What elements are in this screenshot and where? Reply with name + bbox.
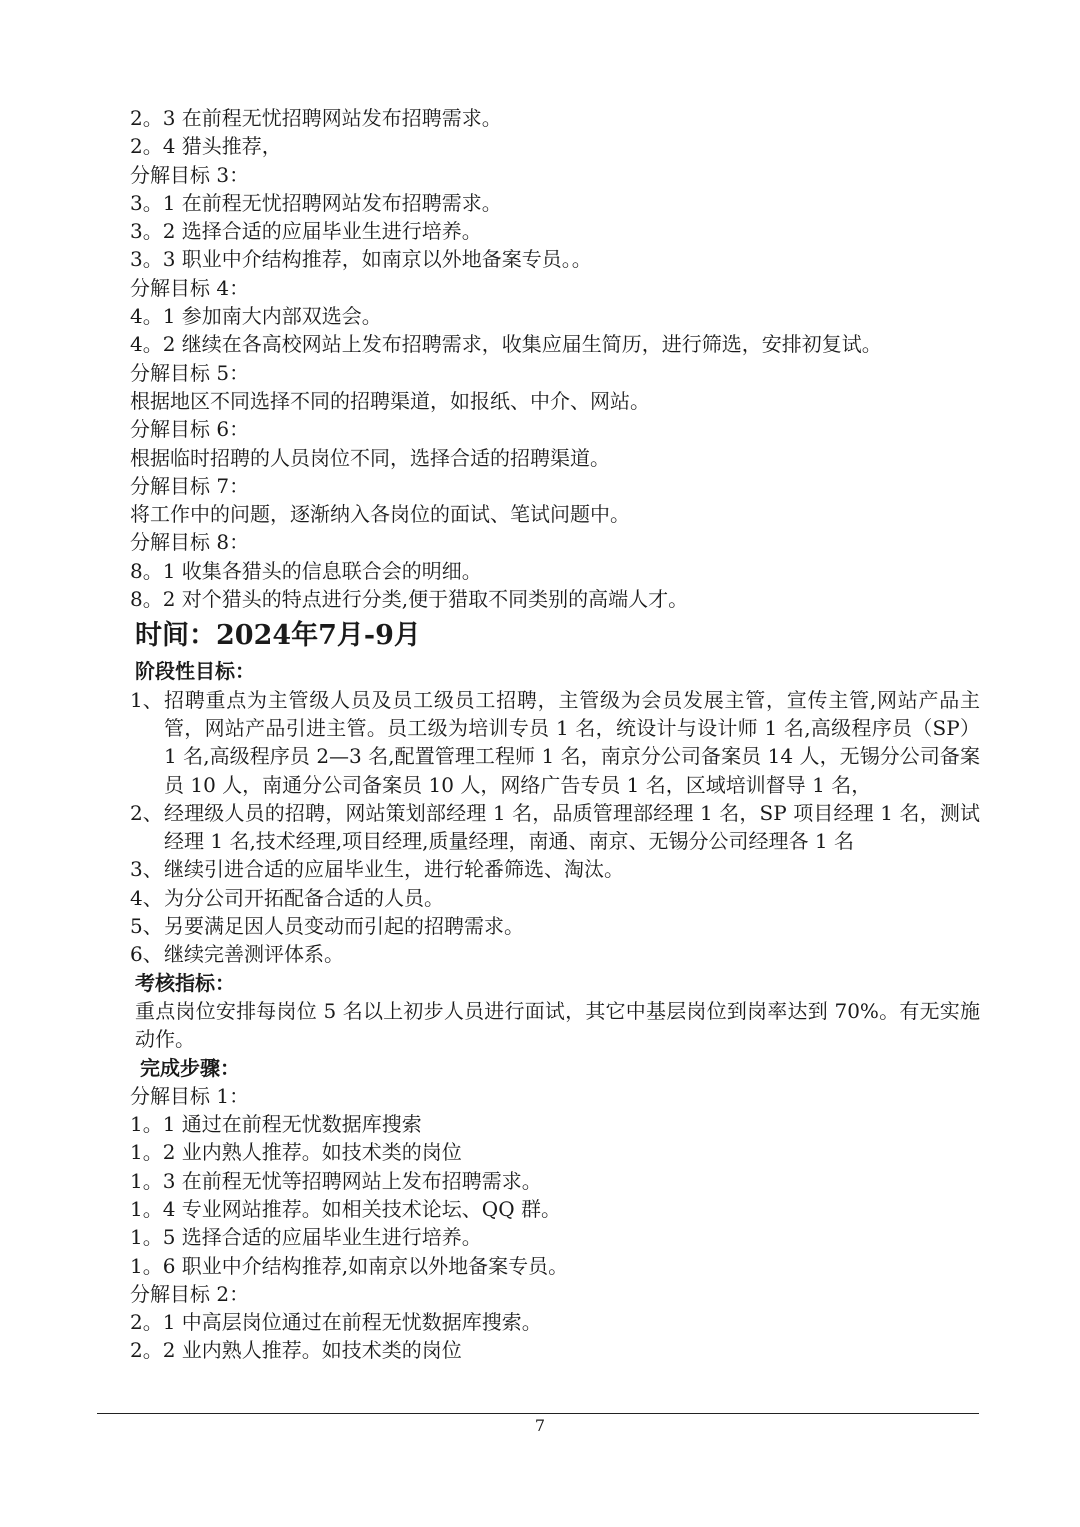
- section-title: 时间：2024年7月-9月: [135, 620, 421, 652]
- text-line: 分解目标 3：: [130, 162, 250, 187]
- text-line: 1。2 业内熟人推荐。如技术类的岗位: [130, 1140, 462, 1165]
- goal-item: [130, 884, 980, 912]
- goal-text: 为分公司开拓配备合适的人员。: [164, 885, 444, 910]
- goal-number: 5、: [130, 914, 163, 939]
- goal-number: 3、: [130, 857, 163, 882]
- goal-number: 1、: [130, 687, 163, 712]
- text-line: 1。1 通过在前程无忧数据库搜索: [130, 1112, 422, 1137]
- text-line: 3。1 在前程无忧招聘网站发布招聘需求。: [130, 190, 502, 215]
- text-line: 2。3 在前程无忧招聘网站发布招聘需求。: [130, 106, 502, 130]
- goal-text: 继续引进合适的应届毕业生，进行轮番筛选、淘汰。: [164, 857, 624, 882]
- text-line: 分解目标 1：: [130, 1083, 250, 1108]
- goal-item: [130, 686, 980, 799]
- goal-number: 2、: [130, 800, 163, 825]
- text-line: 3。3 职业中介结构推荐，如南京以外地备案专员。。: [130, 247, 592, 272]
- text-line: 2。4 猎头推荐，: [130, 134, 282, 159]
- page-number: 7: [534, 1416, 546, 1435]
- goal-text: 经理级人员的招聘，网站策划部经理 1 名，品质管理部经理 1 名，SP 项目经理 1 名，测试经理 1 名,技术经理,项目经理,质量经理，南通、南京、无锡分公司经理各 1 名: [164, 800, 980, 854]
- text-line: 4。2 继续在各高校网站上发布招聘需求，收集应届生简历，进行筛选，安排初复试。: [130, 332, 882, 357]
- text-line: 分解目标 7：: [130, 473, 250, 498]
- text-line: 1。5 选择合适的应届毕业生进行培养。: [130, 1225, 482, 1250]
- text-line: 8。2 对个猎头的特点进行分类,便于猎取不同类别的高端人才。: [130, 587, 689, 612]
- text-line: 分解目标 8：: [130, 530, 250, 555]
- text-line: 将工作中的问题，逐渐纳入各岗位的面试、笔试问题中。: [130, 502, 630, 527]
- footer-divider: [97, 1413, 979, 1414]
- goals-list: [130, 686, 980, 969]
- text-line: 分解目标 6：: [130, 417, 250, 442]
- goal-item: [130, 940, 980, 968]
- goal-text: 另要满足因人员变动而引起的招聘需求。: [164, 914, 524, 939]
- goal-item: [130, 855, 980, 883]
- goal-item: [130, 799, 980, 856]
- text-line: 分解目标 4：: [130, 275, 250, 300]
- text-line: 1。4 专业网站推荐。如相关技术论坛、QQ 群。: [130, 1196, 561, 1221]
- steps-label: 完成步骤：: [140, 1055, 240, 1080]
- text-line: 1。3 在前程无忧等招聘网站上发布招聘需求。: [130, 1168, 542, 1193]
- kpi-label: 考核指标：: [135, 970, 235, 995]
- page-content: [130, 104, 980, 1365]
- goal-item: [130, 912, 980, 940]
- goals-label: 阶段性目标：: [135, 659, 255, 684]
- goal-text: 招聘重点为主管级人员及员工级员工招聘，主管级为会员发展主管，宣传主管,网站产品主管，网站产品引进主管。员工级为培训专员 1 名，统设计与设计师 1 名,高级程序员（SP）1 名,高级程序员 2—3 名,配置管理工程师 1 名，南京分公司备案员 14 人，无锡分公司备案员 10 人，南通分公司备案员 10 人，网络广告专员 1 名，区域培训督导 1 名，: [164, 687, 980, 797]
- text-line: 分解目标 2：: [130, 1281, 250, 1306]
- text-line: 2。2 业内熟人推荐。如技术类的岗位: [130, 1338, 462, 1363]
- text-line: 分解目标 5：: [130, 360, 250, 385]
- text-line: 根据地区不同选择不同的招聘渠道，如报纸、中介、网站。: [130, 388, 650, 413]
- text-line: 8。1 收集各猎头的信息联合会的明细。: [130, 558, 482, 583]
- text-line: 2。1 中高层岗位通过在前程无忧数据库搜索。: [130, 1310, 542, 1335]
- text-line: 根据临时招聘的人员岗位不同，选择合适的招聘渠道。: [130, 445, 610, 470]
- goal-number: 6、: [130, 942, 163, 967]
- steps-list: [130, 1082, 980, 1365]
- text-line: 4。1 参加南大内部双选会。: [130, 304, 382, 329]
- text-line: 1。6 职业中介结构推荐,如南京以外地备案专员。: [130, 1253, 569, 1278]
- goal-text: 继续完善测评体系。: [164, 942, 344, 967]
- kpi-text: 重点岗位安排每岗位 5 名以上初步人员进行面试，其它中基层岗位到岗率达到 70%。有无实施动作。: [135, 998, 980, 1052]
- text-line: 3。2 选择合适的应届毕业生进行培养。: [130, 219, 482, 244]
- goal-number: 4、: [130, 885, 163, 910]
- steps-list-continued: [130, 104, 980, 613]
